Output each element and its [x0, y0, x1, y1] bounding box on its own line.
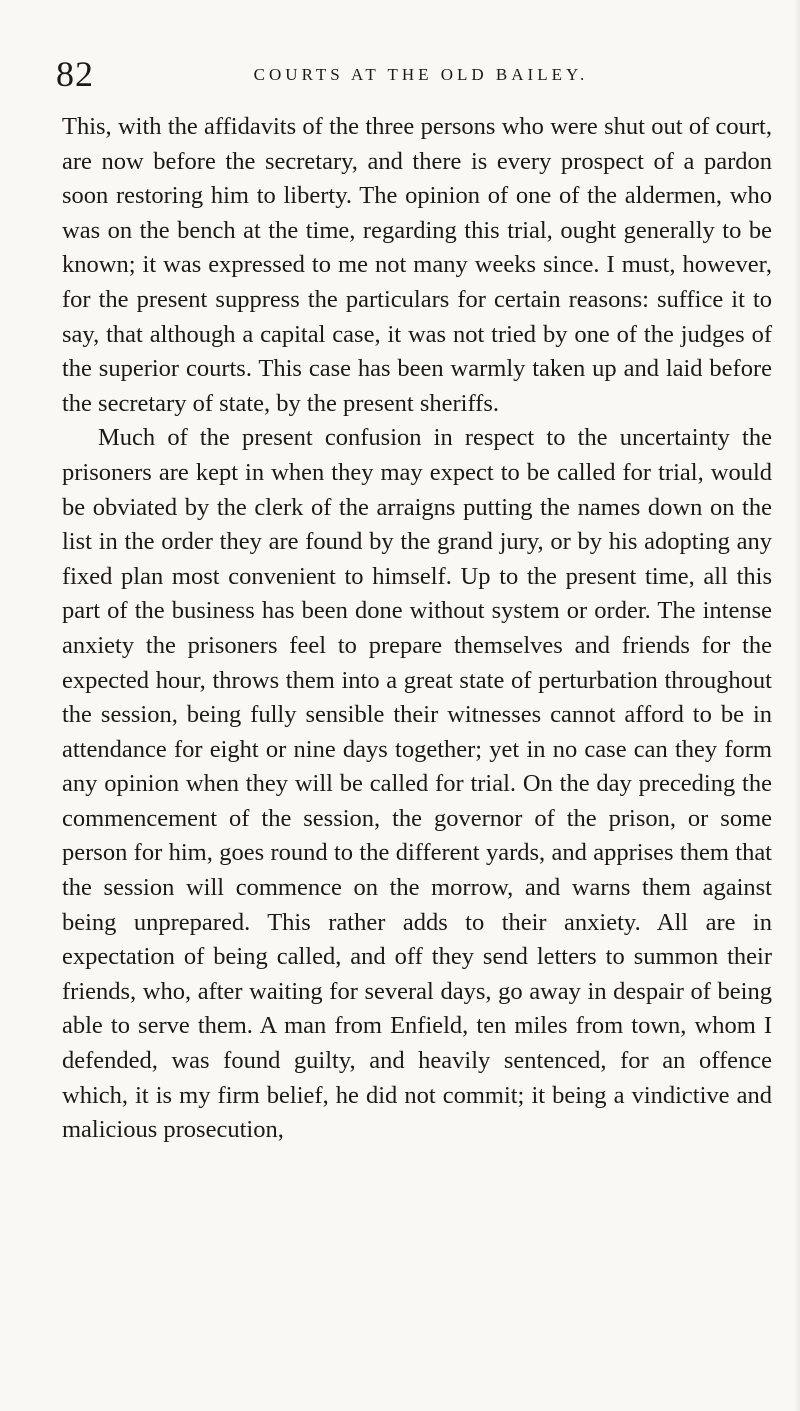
page-header [56, 52, 746, 96]
paragraph-2: Much of the present confusion in respect to the uncertainty the prisoners are kept in when they may expect to be called for trial, would be obviated by the clerk of the arraigns putting the names down on the list in the order they are found by the grand jury, or by his adopting any fixed plan most convenient to himself. Up to the present time, all this part of the business has been done without system or order. The intense anxiety the prisoners feel to prepare themselves and friends for the expected hour, throws them into a great state of perturbation throughout the session, being fully sensible their witnesses cannot afford to be in attendance for eight or nine days together; yet in no case can they form any opinion when they will be called for trial. On the day preceding the commencement of the session, the governor of the prison, or some person for him, goes round to the different yards, and apprises them that the session will commence on the morrow, and warns them against being unprepared. This rather adds to their anxiety. All are in expectation of being called, and off they send letters to summon their friends, who, after waiting for several days, go away in despair of being able to serve them. A man from Enfield, ten miles from town, whom I defended, was found guilty, and heavily sentenced, for an offence which, it is my firm belief, he did not commit; it being a vindictive and malicious prosecution, [62, 424, 772, 1144]
page-number: 82 [56, 54, 94, 94]
body-text [62, 110, 772, 1148]
page-edge-shadow [794, 0, 800, 1411]
paragraph-1: This, with the affidavits of the three persons who were shut out of court, are now before the secretary, and there is every prospect of a pardon soon restoring him to liberty. The opinion of one of the aldermen, who was on the bench at the time, regarding this trial, ought generally to be known; it was expressed to me not many weeks since. I must, however, for the present suppress the particulars for certain reasons: suffice it to say, that although a capital case, it was not tried by one of the judges of the superior courts. This case has been warmly taken up and laid before the secretary of state, by the present sheriffs. [62, 113, 772, 417]
running-head: COURTS AT THE OLD BAILEY. [253, 65, 589, 84]
